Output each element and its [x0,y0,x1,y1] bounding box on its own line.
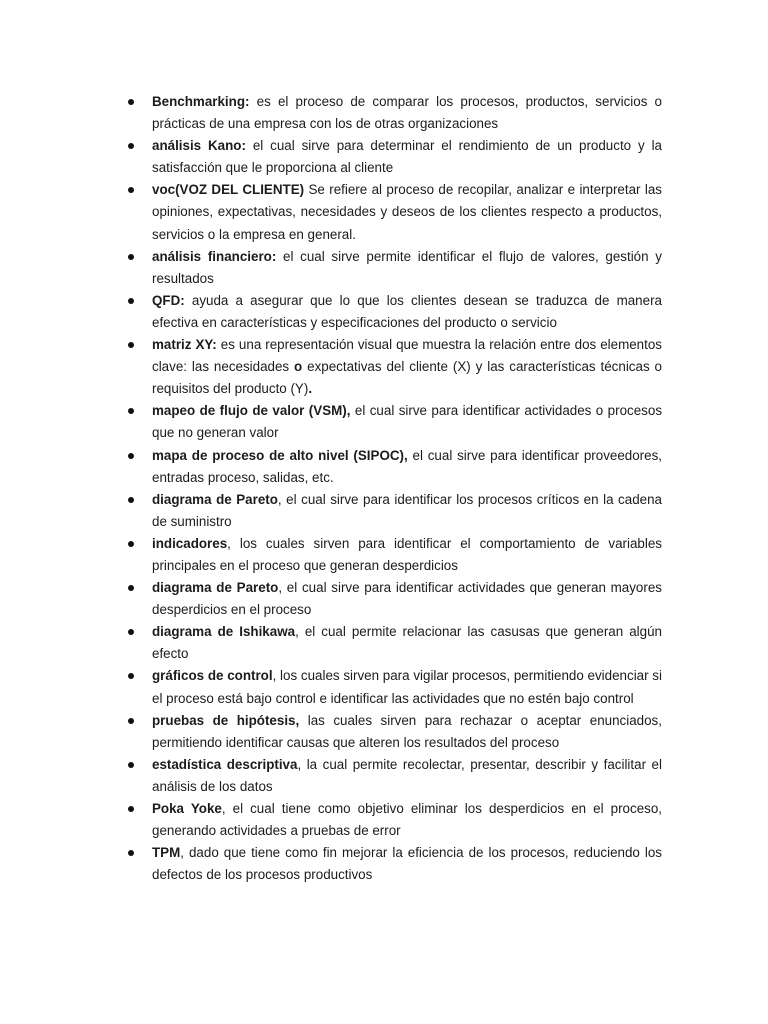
item-term: TPM [152,845,181,861]
item-text: el cual sirve para identificar proveedores, entradas proceso, salidas, etc. [152,447,662,485]
item-term: voc(VOZ DEL CLIENTE) [152,182,305,198]
item-text: ayuda a asegurar que lo que los clientes desean se traduzca de manera efectiva en características y especificaciones del producto o servicio [152,292,662,330]
list-item [128,400,662,444]
bullet-icon [128,762,134,768]
list-item [128,621,662,665]
list-item [128,533,662,577]
bullet-icon [128,673,134,679]
item-text: , el cual sirve para identificar actividades que generan mayores desperdicios en el proceso [152,580,662,618]
item-text: es el proceso de comparar los procesos, productos, servicios o prácticas de una empresa con los de otras organizaciones [152,94,662,132]
item-text: , la cual permite recolectar, presentar, describir y facilitar el análisis de los datos [152,756,662,794]
list-item [128,290,662,334]
bullet-icon [128,298,134,304]
item-text-continued: expectativas del cliente (X) y las características técnicas o requisitos del producto (Y) [152,359,662,397]
bullet-icon [128,187,134,193]
list-item [128,577,662,621]
list-item [128,135,662,179]
item-term: indicadores [152,535,228,551]
list-item [128,489,662,533]
item-term-period: . [308,381,313,397]
item-term: QFD: [152,292,185,308]
bullet-icon [128,254,134,260]
bullet-list [128,91,662,886]
item-term: diagrama de Pareto [152,491,278,507]
bullet-icon [128,143,134,149]
bullet-icon [128,541,134,547]
item-term: análisis financiero: [152,248,277,264]
list-item [128,246,662,290]
item-text: el cual sirve para determinar el rendimiento de un producto y la satisfacción que le proporciona al cliente [152,138,662,176]
item-text: , el cual tiene como objetivo eliminar los desperdicios en el proceso, generando actividades a pruebas de error [152,801,663,839]
bullet-icon [128,806,134,812]
bullet-icon [128,629,134,635]
list-item [128,798,662,842]
list-item [128,334,662,400]
list-item [128,710,662,754]
list-item [128,445,662,489]
list-item [128,179,662,245]
list-item [128,842,662,886]
item-text: , los cuales sirven para vigilar procesos, permitiendo evidenciar si el proceso está bajo control e identificar las actividades que no estén bajo control [152,668,662,706]
list-item [128,665,662,709]
item-term: Benchmarking: [152,94,250,109]
item-text: es una representación visual que muestra la relación entre dos elementos clave: las necesidades [152,337,662,375]
item-text: , los cuales sirven para identificar el comportamiento de variables principales en el proceso que generan desperdicios [152,535,662,573]
item-term: pruebas de hipótesis, [152,712,300,728]
item-term: mapa de proceso de alto nivel (SIPOC), [152,447,408,463]
item-text: , el cual sirve para identificar los procesos críticos en la cadena de suministro [152,491,662,529]
item-text: Se refiere al proceso de recopilar, analizar e interpretar las opiniones, expectativas, necesidades y deseos de los clientes respecto a productos, servicios o la empresa en general. [152,182,662,242]
bullet-icon [128,342,134,348]
item-text: , dado que tiene como fin mejorar la eficiencia de los procesos, reduciendo los defectos de los procesos productivos [152,845,662,883]
item-term: diagrama de Ishikawa [152,624,296,640]
item-text: el cual sirve para identificar actividades o procesos que no generan valor [152,403,663,441]
item-term: gráficos de control [152,668,273,684]
item-text: el cual sirve permite identificar el flujo de valores, gestión y resultados [152,248,662,286]
item-term: matriz XY: [152,337,217,353]
item-text: las cuales sirven para rechazar o aceptar enunciados, permitiendo identificar causas que alteren los resultados del proceso [152,712,662,750]
bullet-icon [128,497,134,503]
item-term-inline: o [294,359,303,375]
bullet-icon [128,850,134,856]
bullet-icon [128,408,134,414]
list-item [128,91,662,135]
item-term: mapeo de flujo de valor (VSM), [152,403,351,419]
item-term: diagrama de Pareto [152,580,279,596]
item-term: estadística descriptiva [152,756,298,772]
list-item [128,754,662,798]
bullet-icon [128,453,134,459]
item-term: Poka Yoke [152,801,222,816]
bullet-icon [128,585,134,591]
item-term: análisis Kano: [152,138,246,154]
bullet-icon [128,99,134,105]
item-text: , el cual permite relacionar las casusas que generan algún efecto [152,624,662,662]
bullet-icon [128,718,134,724]
